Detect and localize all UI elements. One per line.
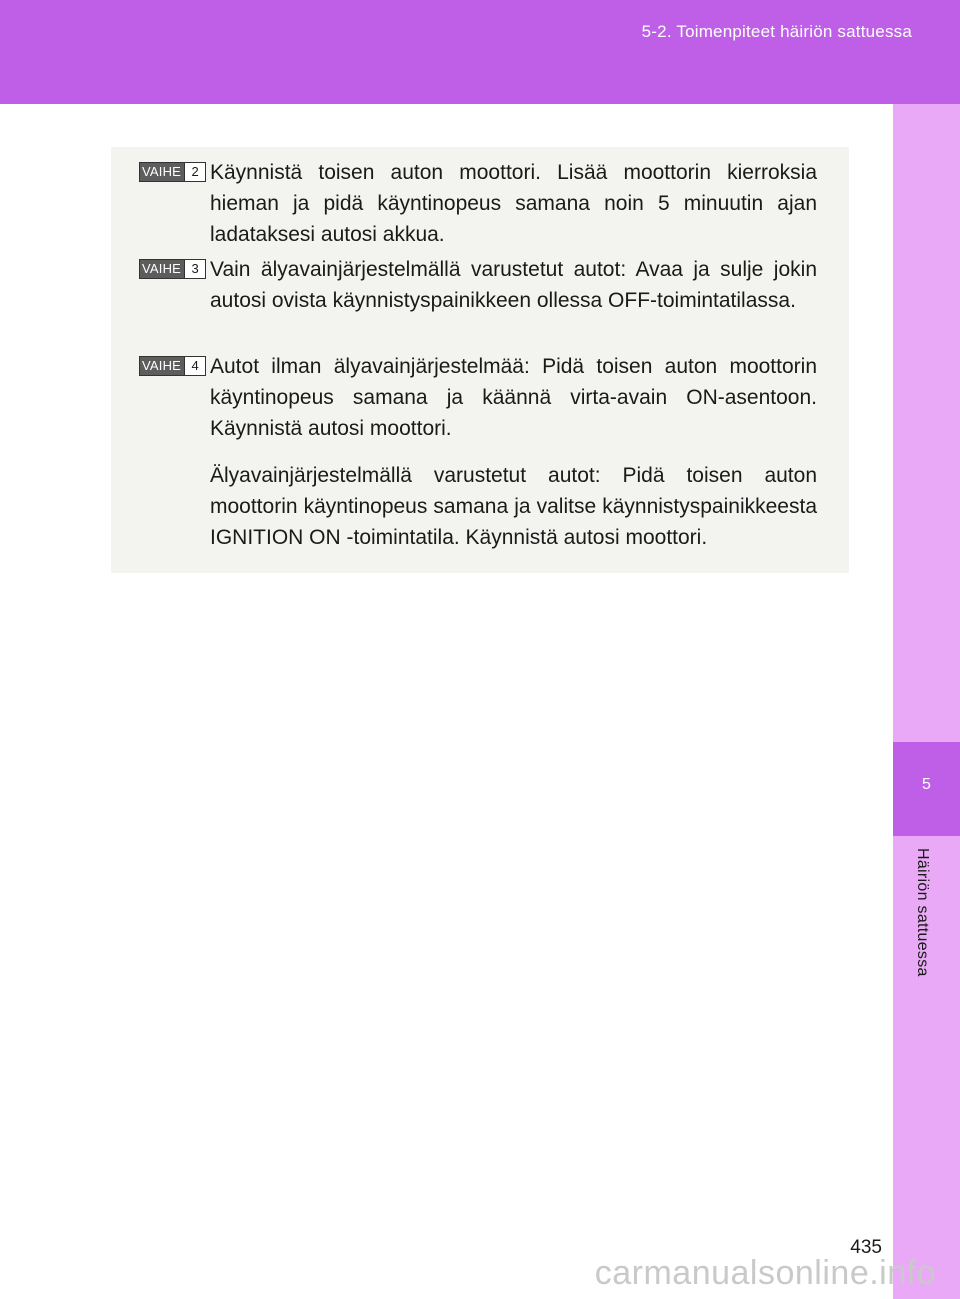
watermark: carmanualsonline.info: [594, 1254, 936, 1292]
step-note: Älyavainjärjestelmällä varustetut autot: Pidä toisen auton moottorin käyntinopeus samana ja valitse käynnistyspainikkeesta IGNITION ON -toimintatila. Käynnistä autosi moottori.: [210, 464, 817, 549]
side-strip: [893, 104, 960, 1299]
page-number: 435: [850, 1237, 882, 1258]
instruction-box: [111, 147, 849, 573]
step-3: [139, 254, 819, 316]
chapter-tab[interactable]: [893, 742, 960, 836]
step-4: [139, 351, 819, 553]
step-badge-number: 2: [184, 163, 205, 181]
header-band: [0, 0, 960, 104]
chapter-label: Häiriön sattuessa: [914, 848, 931, 977]
step-badge-word: VAIHE: [140, 260, 184, 278]
step-badge-word: VAIHE: [140, 163, 184, 181]
step-badge-number: 3: [184, 260, 205, 278]
step-2: [139, 157, 819, 250]
step-text: Käynnistä toisen auton moottori. Lisää moottorin kierroksia hieman ja pidä käyntinopeus samana noin 5 minuutin ajan ladataksesi autosi akkua.: [210, 161, 817, 246]
step-text: Vain älyavainjärjestelmällä varustetut autot: Avaa ja sulje jokin autosi ovista käynnistyspainikkeen ollessa OFF-toimintatilassa.: [210, 258, 817, 312]
section-title: 5-2. Toimenpiteet häiriön sattuessa: [641, 22, 912, 41]
step-badge: [139, 356, 206, 376]
step-badge-word: VAIHE: [140, 357, 184, 375]
step-badge: [139, 259, 206, 279]
step-text: Autot ilman älyavainjärjestelmää: Pidä toisen auton moottorin käyntinopeus samana ja käännä virta-avain ON-asentoon. Käynnistä autosi moottori.: [210, 355, 817, 440]
step-badge: [139, 162, 206, 182]
step-badge-number: 4: [184, 357, 205, 375]
chapter-number: 5: [922, 776, 931, 793]
